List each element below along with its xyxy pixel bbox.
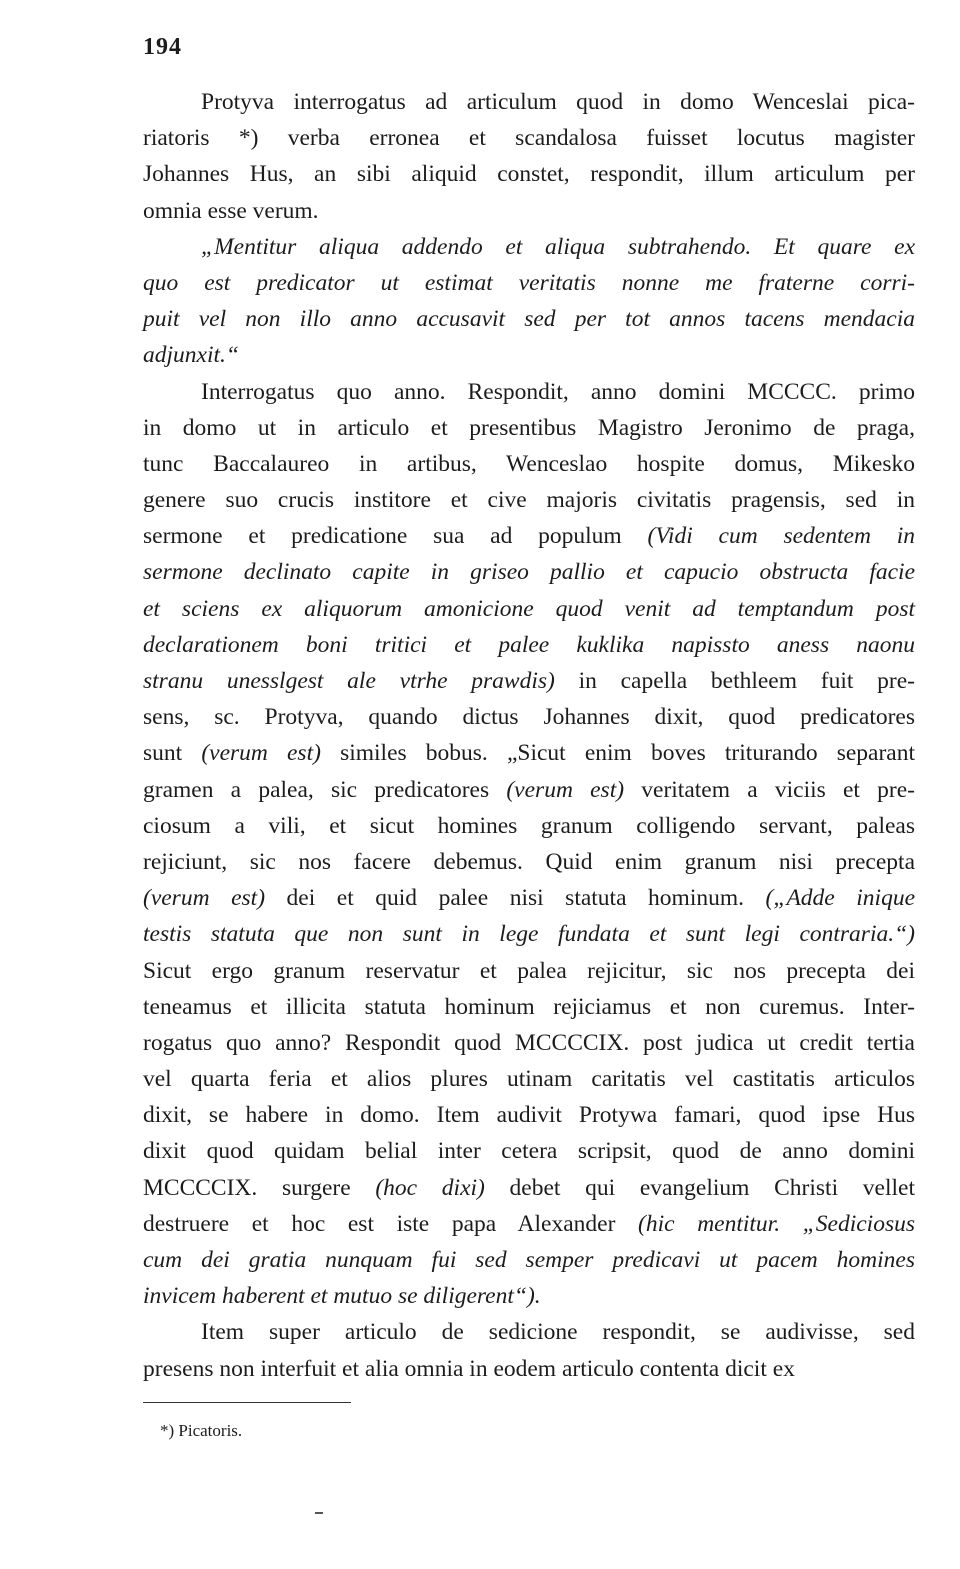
text-line: [143, 880, 915, 916]
italic-segment: testis statuta que non sunt in lege fundata et sunt legi contraria.“): [143, 921, 915, 948]
text-line: [143, 482, 915, 518]
text-line: [143, 591, 915, 627]
text-line: [143, 699, 915, 735]
text-segment: sermone et predicatione sua ad populum: [143, 523, 648, 550]
text-line: [143, 735, 915, 771]
text-line: [143, 229, 915, 265]
text-segment: teneamus et illicita statuta hominum rejiciamus et non curemus. Inter-: [143, 993, 915, 1020]
text-line: [143, 1061, 915, 1097]
text-segment: similes bobus. „Sicut enim boves triturando separant: [320, 740, 915, 767]
text-line: [143, 1170, 915, 1206]
text-line: [143, 1025, 915, 1061]
text-segment: dei et quid palee nisi statuta hominum.: [265, 885, 766, 912]
print-speck: [315, 1512, 323, 1514]
italic-segment: declarationem boni tritici et palee kuklika napissto aness naonu: [143, 631, 915, 658]
text-segment: in domo ut in articulo et presentibus Magistro Jeronimo de praga,: [143, 414, 915, 441]
text-line: [143, 627, 915, 663]
text-line: [143, 663, 915, 699]
text-segment: sens, sc. Protyva, quando dictus Johannes dixit, quod predicatores: [143, 704, 915, 731]
text-segment: rogatus quo anno? Respondit quod MCCCCIX. post judica ut credit tertia: [143, 1029, 915, 1056]
italic-segment: et sciens ex aliquorum amonicione quod venit ad temptandum post: [143, 595, 915, 622]
text-segment: MCCCCIX. surgere: [143, 1174, 376, 1201]
text-line: [143, 84, 915, 120]
text-line: [143, 120, 915, 156]
text-line: [143, 1133, 915, 1169]
italic-segment: (verum est): [201, 740, 321, 767]
text-line: [143, 374, 915, 410]
text-segment: dixit, se habere in domo. Item audivit Protywa famari, quod ipse Hus: [143, 1102, 915, 1129]
text-line: [143, 1314, 915, 1350]
text-line: [143, 989, 915, 1025]
text-line: [143, 554, 915, 590]
page-number: 194: [143, 34, 182, 60]
italic-segment: (verum est): [143, 885, 266, 912]
text-segment: veritatem a viciis et pre-: [624, 776, 916, 803]
text-segment: dixit quod quidam belial inter cetera scripsit, quod de anno domini: [143, 1138, 915, 1165]
text-line: [143, 1278, 915, 1314]
text-segment: Sicut ergo granum reservatur et palea rejicitur, sic nos precepta dei: [143, 957, 915, 984]
italic-segment: cum dei gratia nunquam fui sed semper predicavi ut pacem homines: [143, 1247, 915, 1273]
text-segment: Item super articulo de sedicione respondit, se audivisse, sed: [201, 1319, 915, 1346]
text-line: [143, 1351, 915, 1387]
text-segment: in capella bethleem fuit pre-: [554, 668, 915, 694]
text-segment: destruere et hoc est iste papa Alexander: [143, 1210, 639, 1237]
text-segment: ciosum a vili, et sicut homines granum colligendo servant, paleas: [143, 812, 915, 839]
italic-segment: invicem haberent et mutuo se diligerent“).: [143, 1283, 541, 1310]
italic-segment: (hoc dixi): [375, 1174, 485, 1201]
text-line: [143, 1242, 915, 1278]
text-line: [143, 337, 915, 373]
italic-segment: puit vel non illo anno accusavit sed per tot annos tacens mendacia: [143, 306, 915, 333]
italic-segment: (Vidi cum sedentem in: [647, 523, 915, 550]
italic-segment: (hic mentitur. „Sediciosus: [638, 1210, 915, 1237]
text-segment: sunt: [143, 740, 202, 767]
text-segment: genere suo crucis institore et cive majoris civitatis pragensis, sed in: [143, 487, 915, 514]
text-line: [143, 265, 915, 301]
text-line: [143, 156, 915, 192]
text-line: [143, 446, 915, 482]
text-segment: presens non interfuit et alia omnia in eodem articulo contenta dicit ex: [143, 1355, 795, 1382]
text-line: [143, 953, 915, 989]
italic-segment: stranu unesslgest ale vtrhe prawdis): [143, 668, 555, 694]
text-segment: gramen a palea, sic predicatores: [143, 776, 507, 803]
footnote-rule: [143, 1402, 351, 1403]
text-line: [143, 844, 915, 880]
text-segment: tunc Baccalaureo in artibus, Wenceslao hospite domus, Mikesko: [143, 450, 915, 477]
text-line: [143, 916, 915, 952]
body-text: [143, 84, 915, 1387]
italic-segment: „Mentitur aliqua addendo et aliqua subtrahendo. Et quare ex: [201, 233, 915, 260]
text-line: [143, 1097, 915, 1133]
text-line: [143, 301, 915, 337]
italic-segment: sermone declinato capite in griseo pallio et capucio obstructa facie: [143, 559, 915, 586]
text-line: [143, 1206, 915, 1242]
footnote: *) Picatoris.: [160, 1421, 243, 1440]
text-segment: debet qui evangelium Christi vellet: [484, 1174, 915, 1201]
italic-segment: (verum est): [506, 776, 625, 803]
text-segment: omnia esse verum.: [143, 197, 319, 224]
text-line: [143, 410, 915, 446]
text-line: [143, 772, 915, 808]
italic-segment: („Adde inique: [765, 885, 915, 912]
text-segment: Protyva interrogatus ad articulum quod in domo Wenceslai pica-: [201, 89, 915, 115]
text-segment: vel quarta feria et alios plures utinam caritatis vel castitatis articulos: [143, 1066, 915, 1093]
text-segment: Interrogatus quo anno. Respondit, anno domini MCCCC. primo: [201, 378, 915, 405]
text-line: [143, 193, 915, 229]
text-line: [143, 518, 915, 554]
text-segment: rejiciunt, sic nos facere debemus. Quid enim granum nisi precepta: [143, 848, 915, 875]
italic-segment: quo est predicator ut estimat veritatis nonne me fraterne corri-: [143, 269, 915, 296]
italic-segment: adjunxit.“: [143, 342, 239, 369]
text-line: [143, 808, 915, 844]
text-segment: riatoris *) verba erronea et scandalosa fuisset locutus magister: [143, 125, 915, 152]
text-segment: Johannes Hus, an sibi aliquid constet, respondit, illum articulum per: [143, 161, 915, 188]
